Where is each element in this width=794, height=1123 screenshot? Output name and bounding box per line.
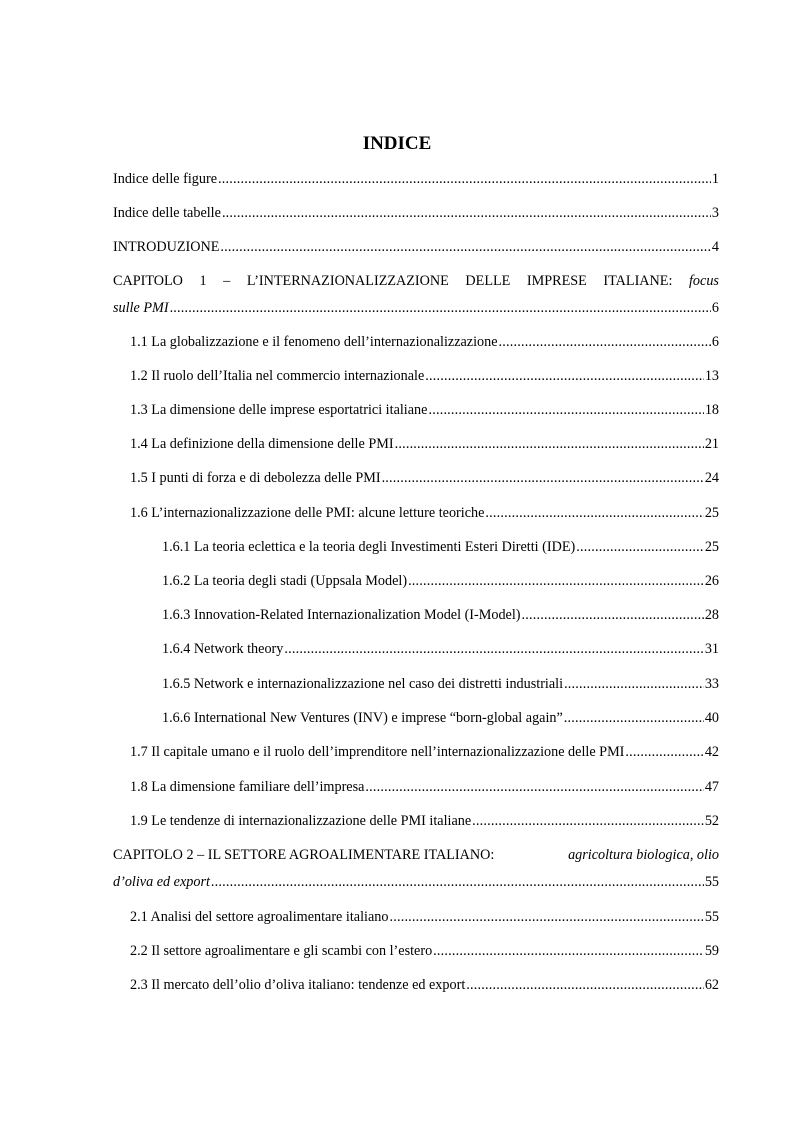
word: 1 [199,273,207,289]
toc-entry-label: 2.2 Il settore agroalimentare e gli scambi con l’estero [130,943,433,959]
word: IMPRESE [526,273,587,289]
toc-entry-label: 1.6.2 La teoria degli stadi (Uppsala Model) [162,573,408,589]
toc-entry[interactable] [130,974,719,996]
toc-entry-label: 1.3 La dimensione delle imprese esportatrici italiane [130,402,428,418]
toc-entry[interactable] [113,871,719,893]
toc-entry-page: 47 [704,779,719,795]
toc-entry[interactable] [113,297,719,319]
toc-entry-label: 1.6.6 International New Ventures (INV) e imprese “born-global again” [162,710,563,726]
toc-entry[interactable] [130,433,719,455]
dot-leader [425,365,704,387]
toc-entry-label: 1.7 Il capitale umano e il ruolo dell’imprenditore nell’internazionalizzazione delle PMI [130,744,625,760]
dot-leader [564,673,704,695]
toc-entry[interactable] [130,940,719,962]
chapter-2-text: CAPITOLO 2 – IL SETTORE AGROALIMENTARE ITALIANO: [113,847,495,863]
toc-entry-page: 52 [704,813,719,829]
chapter-1-heading-line1[interactable] [113,270,719,292]
toc-entry[interactable] [162,707,719,729]
toc-entry[interactable] [130,365,719,387]
toc-entry-label: 1.8 La dimensione familiare dell’impresa [130,779,365,795]
toc-entry-page: 3 [711,205,719,221]
dot-leader [472,810,704,832]
toc-entry[interactable] [162,638,719,660]
dot-leader [485,502,703,524]
word: CAPITOLO [113,273,183,289]
word: – [223,273,231,289]
word: ITALIANE: [603,273,673,289]
dot-leader [564,707,704,729]
dot-leader [365,776,703,798]
toc-entry[interactable] [130,502,719,524]
toc-entry-label: 1.6.3 Innovation-Related Internazionalization Model (I-Model) [162,607,521,623]
toc-entry[interactable] [162,604,719,626]
toc-entry[interactable] [113,168,719,190]
toc-entry[interactable] [162,673,719,695]
toc-entry[interactable] [162,536,719,558]
toc-entry[interactable] [113,236,719,258]
toc-entry-label: 1.6.1 La teoria eclettica e la teoria degli Investimenti Esteri Diretti (IDE) [162,539,576,555]
dot-leader [576,536,704,558]
word: DELLE [465,273,511,289]
dot-leader [499,331,711,353]
toc-entry-page: 24 [704,470,719,486]
toc-entry-label: 1.6 L’internazionalizzazione delle PMI: alcune letture teoriche [130,505,485,521]
toc-entry[interactable] [130,776,719,798]
chapter-2-italic: agricoltura biologica, olio [568,847,719,863]
toc-entry-page: 18 [704,402,719,418]
toc-entry-page: 59 [704,943,719,959]
dot-leader [211,871,704,893]
toc-entry-page: 6 [711,300,719,316]
toc-entry-page: 25 [704,539,719,555]
toc-entry-page: 40 [704,710,719,726]
chapter-2-heading-line1[interactable] [113,844,719,866]
dot-leader [395,433,704,455]
toc-entry-label: 1.4 La definizione della dimensione delle PMI [130,436,394,452]
toc-entry[interactable] [130,741,719,763]
toc-entry-label: 1.2 Il ruolo dell’Italia nel commercio internazionale [130,368,425,384]
dot-leader [466,974,704,996]
toc-entry-label: Indice delle tabelle [113,205,221,221]
toc-entry-label: 2.3 Il mercato dell’olio d’oliva italiano: tendenze ed export [130,977,466,993]
toc-entry-page: 25 [704,505,719,521]
toc-entry[interactable] [130,399,719,421]
toc-entry-page: 26 [704,573,719,589]
toc-entry-page: 21 [704,436,719,452]
toc-entry-page: 42 [704,744,719,760]
word: L’INTERNAZIONALIZZAZIONE [246,273,449,289]
page-title: INDICE [362,133,432,154]
dot-leader [222,202,711,224]
word-italic: focus [688,273,719,289]
dot-leader [284,638,703,660]
toc-entry-page: 1 [711,171,719,187]
toc-entry-page: 33 [704,676,719,692]
toc-entry[interactable] [130,906,719,928]
toc-entry-page: 55 [704,909,719,925]
toc-entry-label: 1.1 La globalizzazione e il fenomeno dell’internazionalizzazione [130,334,498,350]
toc-entry-label: 1.6.5 Network e internazionalizzazione nel caso dei distretti industriali [162,676,564,692]
toc-entry-page: 28 [704,607,719,623]
toc-entry[interactable] [162,570,719,592]
dot-leader [220,236,711,258]
dot-leader [522,604,704,626]
toc-entry[interactable] [130,331,719,353]
toc-entry-label: sulle PMI [113,300,169,316]
toc-entry[interactable] [130,810,719,832]
toc-entry-label: 1.6.4 Network theory [162,641,284,657]
toc-entry-label: d’oliva ed export [113,874,210,890]
toc-entry-page: 13 [704,368,719,384]
toc-entry-page: 62 [704,977,719,993]
toc-entry-page: 31 [704,641,719,657]
toc-entry[interactable] [130,467,719,489]
toc-entry-label: Indice delle figure [113,171,217,187]
dot-leader [428,399,703,421]
toc-entry-label: 1.9 Le tendenze di internazionalizzazione delle PMI italiane [130,813,472,829]
toc-entry-label: 1.5 I punti di forza e di debolezza delle PMI [130,470,381,486]
toc-entry-page: 55 [704,874,719,890]
dot-leader [408,570,704,592]
dot-leader [170,297,711,319]
toc-entry-label: 2.1 Analisi del settore agroalimentare italiano [130,909,389,925]
dot-leader [389,906,703,928]
dot-leader [218,168,711,190]
toc-entry-page: 4 [711,239,719,255]
toc-entry[interactable] [113,202,719,224]
toc-entry-label: INTRODUZIONE [113,239,220,255]
dot-leader [382,467,704,489]
toc-entry-page: 6 [711,334,719,350]
dot-leader [433,940,704,962]
dot-leader [625,741,703,763]
